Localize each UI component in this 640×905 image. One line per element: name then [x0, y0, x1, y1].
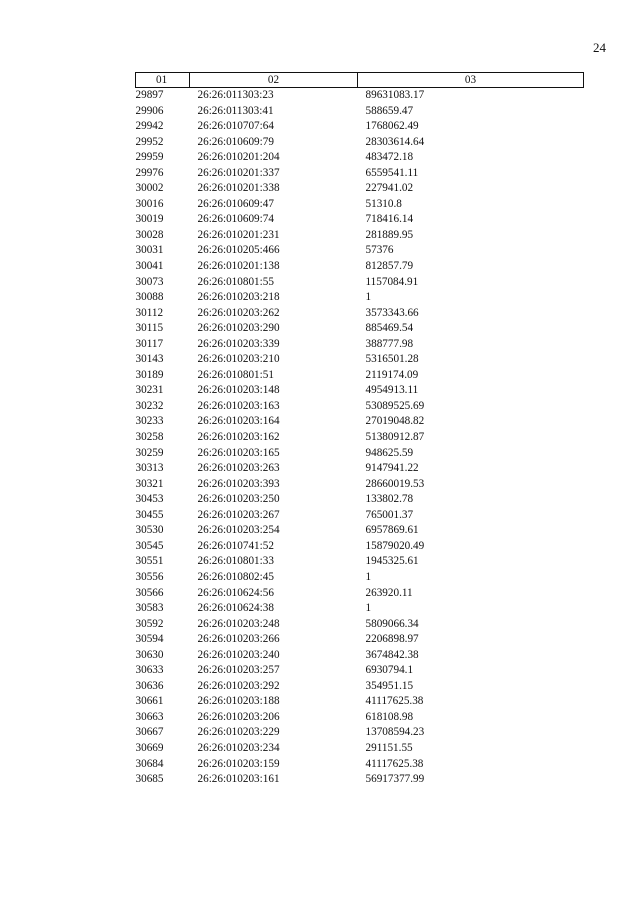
value-cell: 9147941.22 [365, 462, 419, 475]
cadastral-number: 26:26:010203:267 [197, 508, 280, 521]
value-cell: 1 [365, 602, 372, 615]
value-cell: 51310.8 [365, 197, 402, 210]
value-cell: 263920.11 [365, 586, 413, 599]
table-row [136, 539, 584, 555]
row-number: 30661 [135, 695, 164, 708]
cadastral-number: 26:26:010203:163 [197, 399, 280, 412]
row-number: 30028 [135, 228, 164, 241]
cadastral-number: 26:26:010203:159 [197, 757, 280, 770]
table-row [136, 275, 584, 291]
table-row [136, 492, 584, 508]
table-row [136, 663, 584, 679]
row-number: 30112 [135, 306, 164, 319]
value-cell: 588659.47 [365, 104, 414, 117]
cadastral-number: 26:26:010203:206 [197, 710, 280, 723]
cadastral-number: 26:26:010201:337 [197, 166, 280, 179]
cadastral-number: 26:26:010205:466 [197, 244, 280, 257]
row-number: 30073 [135, 275, 164, 288]
value-cell: 6957869.61 [365, 524, 419, 537]
table-row [136, 259, 584, 275]
cadastral-number: 26:26:010201:338 [197, 182, 280, 195]
cadastral-number: 26:26:010609:47 [197, 197, 274, 210]
value-cell: 28660019.53 [365, 477, 425, 490]
value-cell: 618108.98 [365, 710, 414, 723]
row-number: 30231 [135, 384, 164, 397]
cadastral-number: 26:26:010203:393 [197, 477, 280, 490]
row-number: 30545 [135, 539, 164, 552]
table-row [136, 104, 584, 120]
value-cell: 4954913.11 [365, 384, 419, 397]
row-number: 29976 [135, 166, 164, 179]
cadastral-number: 26:26:010203:263 [197, 462, 280, 475]
value-cell: 948625.59 [365, 446, 414, 459]
table-row [136, 414, 584, 430]
row-number: 30088 [135, 291, 164, 304]
value-cell: 483472.18 [365, 151, 414, 164]
cadastral-number: 26:26:010203:188 [197, 695, 280, 708]
table-row [136, 679, 584, 695]
table-row [136, 648, 584, 664]
cadastral-number: 26:26:010801:33 [197, 555, 274, 568]
cadastral-number: 26:26:010741:52 [197, 539, 274, 552]
row-number: 30117 [135, 337, 164, 350]
value-cell: 6559541.11 [365, 166, 419, 179]
value-cell: 718416.14 [365, 213, 414, 226]
table-row [136, 352, 584, 368]
table-row [136, 197, 584, 213]
row-number: 30633 [135, 664, 164, 677]
value-cell: 354951.15 [365, 679, 414, 692]
value-cell: 6930794.1 [365, 664, 414, 677]
value-cell: 89631083.17 [365, 89, 425, 101]
page-number: 24 [593, 40, 606, 55]
data-table [135, 72, 584, 788]
table-row [136, 741, 584, 757]
row-number: 29942 [135, 120, 164, 133]
row-number: 30594 [135, 633, 164, 646]
value-cell: 812857.79 [365, 260, 414, 273]
row-number: 29906 [135, 104, 164, 117]
row-number: 30232 [135, 399, 164, 412]
data-table-container [135, 72, 583, 788]
table-row [136, 290, 584, 306]
cadastral-number: 26:26:010203:240 [197, 648, 280, 661]
value-cell: 13708594.23 [365, 726, 425, 739]
cadastral-number: 26:26:010624:56 [197, 586, 274, 599]
cadastral-number: 26:26:010203:262 [197, 306, 280, 319]
row-number: 30233 [135, 415, 164, 428]
cadastral-number: 26:26:010801:51 [197, 368, 274, 381]
row-number: 30583 [135, 602, 164, 615]
row-number: 30685 [135, 773, 164, 786]
value-cell: 291151.55 [365, 741, 413, 754]
row-number: 30453 [135, 493, 164, 506]
table-row [136, 430, 584, 446]
cadastral-number: 26:26:010203:148 [197, 384, 280, 397]
table-row [136, 321, 584, 337]
table-row [136, 477, 584, 493]
cadastral-number: 26:26:010609:74 [197, 213, 274, 226]
value-cell: 765001.37 [365, 508, 414, 521]
row-number: 30041 [135, 260, 164, 273]
row-number: 30016 [135, 197, 164, 210]
row-number: 30321 [135, 477, 164, 490]
cadastral-number: 26:26:010201:231 [197, 228, 280, 241]
table-row [136, 694, 584, 710]
table-row [136, 772, 584, 788]
value-cell: 51380912.87 [365, 431, 425, 444]
cadastral-number: 26:26:010203:266 [197, 633, 280, 646]
table-row [136, 135, 584, 151]
table-row [136, 554, 584, 570]
row-number: 30592 [135, 617, 164, 630]
row-number: 30636 [135, 679, 164, 692]
cadastral-number: 26:26:010203:161 [197, 773, 280, 786]
cadastral-number: 26:26:010203:229 [197, 726, 280, 739]
row-number: 30259 [135, 446, 164, 459]
cadastral-number: 26:26:011303:41 [197, 104, 274, 117]
cadastral-number: 26:26:010203:254 [197, 524, 280, 537]
value-cell: 15879020.49 [365, 539, 425, 552]
value-cell: 227941.02 [365, 182, 414, 195]
cadastral-number: 26:26:010802:45 [197, 570, 274, 583]
row-number: 29952 [135, 135, 164, 148]
value-cell: 885469.54 [365, 322, 414, 335]
row-number: 30684 [135, 757, 164, 770]
table-row [136, 508, 584, 524]
value-cell: 281889.95 [365, 228, 414, 241]
table-body [136, 88, 584, 788]
cadastral-number: 26:26:010201:138 [197, 260, 280, 273]
cadastral-number: 26:26:010203:292 [197, 679, 280, 692]
table-row [136, 181, 584, 197]
cadastral-number: 26:26:010609:79 [197, 135, 274, 148]
table-row [136, 601, 584, 617]
table-row [136, 119, 584, 135]
table-row [136, 166, 584, 182]
cadastral-number: 26:26:010203:290 [197, 322, 280, 335]
cadastral-number: 26:26:010203:248 [197, 617, 280, 630]
cadastral-number: 26:26:010203:164 [197, 415, 280, 428]
table-row [136, 710, 584, 726]
table-row [136, 337, 584, 353]
cadastral-number: 26:26:010203:339 [197, 337, 280, 350]
value-cell: 41117625.38 [365, 695, 424, 708]
header-row [136, 73, 584, 88]
table-row [136, 306, 584, 322]
row-number: 30530 [135, 524, 164, 537]
row-number: 30455 [135, 508, 164, 521]
table-header [136, 73, 584, 88]
table-row [136, 757, 584, 773]
table-row [136, 523, 584, 539]
cadastral-number: 26:26:010203:234 [197, 741, 280, 754]
value-cell: 41117625.38 [365, 757, 424, 770]
row-number: 30143 [135, 353, 164, 366]
row-number: 30630 [135, 648, 164, 661]
value-cell: 57376 [365, 244, 394, 257]
table-row [136, 212, 584, 228]
row-number: 30189 [135, 368, 164, 381]
value-cell: 2206898.97 [365, 633, 419, 646]
row-number: 30002 [135, 182, 164, 195]
value-cell: 388777.98 [365, 337, 414, 350]
row-number: 30031 [135, 244, 164, 257]
column-header-02: 02 [190, 73, 358, 88]
row-number: 30556 [135, 570, 164, 583]
row-number: 30115 [135, 322, 164, 335]
value-cell: 133802.78 [365, 493, 414, 506]
value-cell: 1768062.49 [365, 120, 419, 133]
value-cell: 3573343.66 [365, 306, 419, 319]
value-cell: 5809066.34 [365, 617, 419, 630]
table-row [136, 243, 584, 259]
row-number: 30313 [135, 462, 164, 475]
table-row [136, 446, 584, 462]
cadastral-number: 26:26:010203:210 [197, 353, 280, 366]
value-cell: 5316501.28 [365, 353, 419, 366]
cadastral-number: 26:26:010203:165 [197, 446, 280, 459]
row-number: 29897 [135, 89, 164, 101]
table-row [136, 570, 584, 586]
table-row [136, 88, 584, 104]
cadastral-number: 26:26:010801:55 [197, 275, 274, 288]
cadastral-number: 26:26:010707:64 [197, 120, 274, 133]
row-number: 30566 [135, 586, 164, 599]
table-row [136, 725, 584, 741]
row-number: 30019 [135, 213, 164, 226]
column-header-01: 01 [136, 73, 190, 88]
value-cell: 1 [365, 570, 372, 583]
table-row [136, 617, 584, 633]
value-cell: 1157084.91 [365, 275, 419, 288]
table-row [136, 586, 584, 602]
value-cell: 27019048.82 [365, 415, 425, 428]
row-number: 30258 [135, 431, 164, 444]
value-cell: 53089525.69 [365, 399, 425, 412]
table-row [136, 383, 584, 399]
table-row [136, 399, 584, 415]
table-row [136, 632, 584, 648]
cadastral-number: 26:26:010203:257 [197, 664, 280, 677]
cadastral-number: 26:26:010201:204 [197, 151, 280, 164]
row-number: 29959 [135, 151, 164, 164]
table-row [136, 150, 584, 166]
cadastral-number: 26:26:010203:162 [197, 431, 280, 444]
row-number: 30669 [135, 741, 164, 754]
cadastral-number: 26:26:010203:250 [197, 493, 280, 506]
value-cell: 56917377.99 [365, 773, 425, 786]
value-cell: 28303614.64 [365, 135, 425, 148]
table-row [136, 368, 584, 384]
value-cell: 3674842.38 [365, 648, 419, 661]
cadastral-number: 26:26:011303:23 [197, 89, 274, 101]
value-cell: 2119174.09 [365, 368, 419, 381]
row-number: 30551 [135, 555, 164, 568]
value-cell: 1945325.61 [365, 555, 419, 568]
table-row [136, 228, 584, 244]
cadastral-number: 26:26:010624:38 [197, 602, 274, 615]
cadastral-number: 26:26:010203:218 [197, 291, 280, 304]
row-number: 30667 [135, 726, 164, 739]
table-row [136, 461, 584, 477]
row-number: 30663 [135, 710, 164, 723]
value-cell: 1 [365, 291, 372, 304]
column-header-03: 03 [358, 73, 584, 88]
